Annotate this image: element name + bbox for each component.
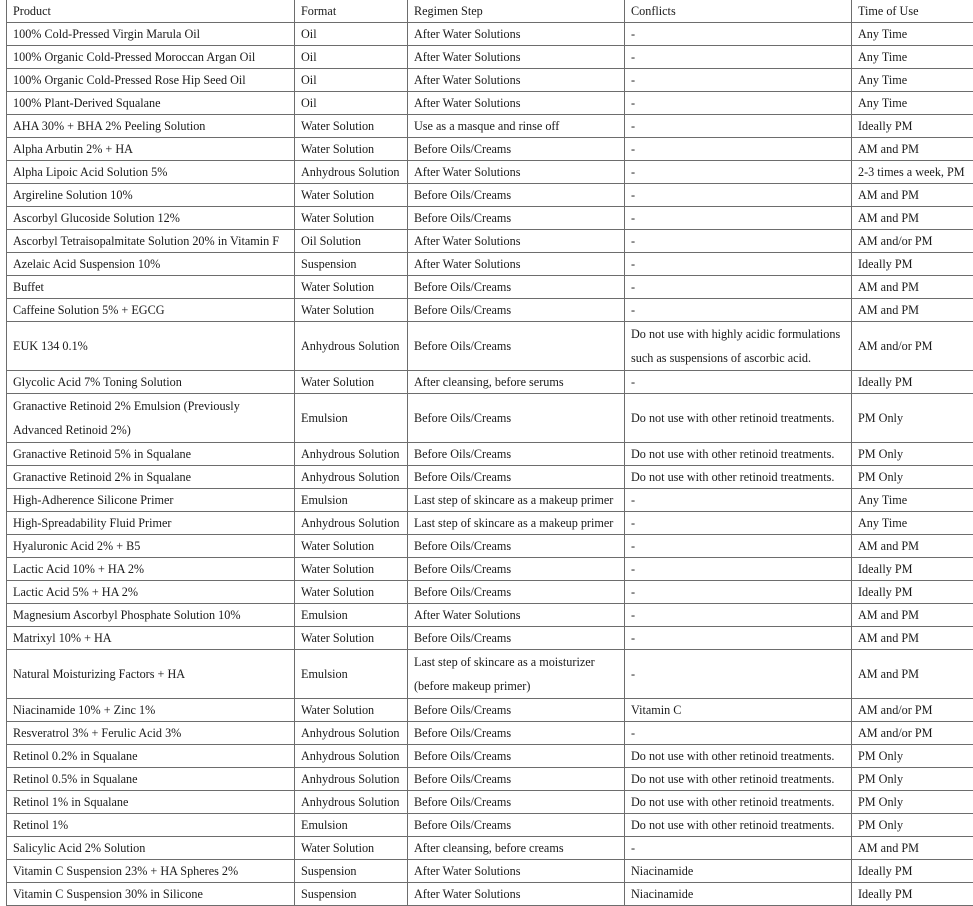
cell-format: Water Solution <box>295 837 408 860</box>
cell-regimen-step: Before Oils/Creams <box>408 207 625 230</box>
cell-format: Emulsion <box>295 650 408 699</box>
table-row <box>7 394 973 443</box>
cell-product: Argireline Solution 10% <box>7 184 295 207</box>
cell-regimen-step: After cleansing, before serums <box>408 371 625 394</box>
cell-time-of-use: PM Only <box>852 768 973 791</box>
table-row <box>7 768 973 791</box>
table-row <box>7 745 973 768</box>
cell-time-of-use: AM and PM <box>852 837 973 860</box>
cell-regimen-step: After Water Solutions <box>408 230 625 253</box>
cell-format: Anhydrous Solution <box>295 745 408 768</box>
cell-conflicts: - <box>625 558 852 581</box>
cell-time-of-use: Ideally PM <box>852 253 973 276</box>
table-row <box>7 371 973 394</box>
cell-conflicts: Do not use with other retinoid treatments. <box>625 745 852 768</box>
cell-product: High-Adherence Silicone Primer <box>7 489 295 512</box>
cell-regimen-step: After Water Solutions <box>408 92 625 115</box>
cell-product: Buffet <box>7 276 295 299</box>
cell-regimen-step: Before Oils/Creams <box>408 627 625 650</box>
cell-regimen-step: Before Oils/Creams <box>408 443 625 466</box>
cell-time-of-use: Any Time <box>852 489 973 512</box>
cell-time-of-use: PM Only <box>852 466 973 489</box>
table-row <box>7 92 973 115</box>
cell-time-of-use: PM Only <box>852 394 973 443</box>
cell-conflicts: - <box>625 184 852 207</box>
cell-conflicts: - <box>625 161 852 184</box>
cell-format: Anhydrous Solution <box>295 161 408 184</box>
cell-conflicts: - <box>625 581 852 604</box>
cell-regimen-step: After Water Solutions <box>408 46 625 69</box>
cell-format: Oil Solution <box>295 230 408 253</box>
cell-product: Alpha Arbutin 2% + HA <box>7 138 295 161</box>
cell-time-of-use: AM and PM <box>852 299 973 322</box>
cell-product: 100% Cold-Pressed Virgin Marula Oil <box>7 23 295 46</box>
table-row <box>7 299 973 322</box>
cell-conflicts: Niacinamide <box>625 860 852 883</box>
cell-format: Water Solution <box>295 299 408 322</box>
cell-format: Anhydrous Solution <box>295 791 408 814</box>
cell-format: Emulsion <box>295 394 408 443</box>
column-header-product: Product <box>7 0 295 23</box>
cell-regimen-step: Before Oils/Creams <box>408 791 625 814</box>
cell-regimen-step: Before Oils/Creams <box>408 322 625 371</box>
table-row <box>7 276 973 299</box>
cell-format: Suspension <box>295 860 408 883</box>
cell-conflicts: - <box>625 92 852 115</box>
cell-regimen-step: Before Oils/Creams <box>408 558 625 581</box>
cell-regimen-step: Last step of skincare as a makeup primer <box>408 512 625 535</box>
cell-time-of-use: AM and/or PM <box>852 722 973 745</box>
cell-product-line: Advanced Retinoid 2%) <box>13 418 288 442</box>
cell-time-of-use: AM and PM <box>852 650 973 699</box>
cell-conflicts: - <box>625 115 852 138</box>
cell-regimen-step: After Water Solutions <box>408 69 625 92</box>
column-header-format: Format <box>295 0 408 23</box>
cell-format: Anhydrous Solution <box>295 443 408 466</box>
cell-time-of-use: Any Time <box>852 512 973 535</box>
table-row <box>7 253 973 276</box>
cell-time-of-use: AM and PM <box>852 535 973 558</box>
cell-format: Water Solution <box>295 184 408 207</box>
cell-regimen-step: After Water Solutions <box>408 253 625 276</box>
cell-regimen-step <box>408 650 625 699</box>
cell-format: Anhydrous Solution <box>295 322 408 371</box>
cell-regimen-step: After Water Solutions <box>408 883 625 906</box>
cell-conflicts: - <box>625 46 852 69</box>
cell-time-of-use: PM Only <box>852 814 973 837</box>
cell-format: Water Solution <box>295 558 408 581</box>
cell-regimen-step: After cleansing, before creams <box>408 837 625 860</box>
cell-regimen-step: Before Oils/Creams <box>408 745 625 768</box>
cell-time-of-use: Ideally PM <box>852 860 973 883</box>
cell-conflicts: - <box>625 627 852 650</box>
cell-format: Water Solution <box>295 276 408 299</box>
cell-product: Magnesium Ascorbyl Phosphate Solution 10% <box>7 604 295 627</box>
cell-regimen-step: After Water Solutions <box>408 161 625 184</box>
table-row <box>7 581 973 604</box>
table-row <box>7 46 973 69</box>
cell-regimen-step: After Water Solutions <box>408 604 625 627</box>
cell-regimen-step: Before Oils/Creams <box>408 394 625 443</box>
cell-product: Granactive Retinoid 2% in Squalane <box>7 466 295 489</box>
cell-time-of-use: Ideally PM <box>852 558 973 581</box>
cell-format: Water Solution <box>295 371 408 394</box>
cell-time-of-use: AM and PM <box>852 207 973 230</box>
cell-format: Water Solution <box>295 207 408 230</box>
cell-conflicts: - <box>625 604 852 627</box>
table-row <box>7 627 973 650</box>
cell-format: Water Solution <box>295 699 408 722</box>
cell-product: Caffeine Solution 5% + EGCG <box>7 299 295 322</box>
cell-time-of-use: AM and PM <box>852 627 973 650</box>
cell-conflicts: Do not use with other retinoid treatments. <box>625 814 852 837</box>
cell-format: Anhydrous Solution <box>295 722 408 745</box>
cell-product: Azelaic Acid Suspension 10% <box>7 253 295 276</box>
cell-conflicts: - <box>625 535 852 558</box>
cell-format: Emulsion <box>295 814 408 837</box>
cell-format: Water Solution <box>295 627 408 650</box>
cell-conflicts: - <box>625 23 852 46</box>
cell-product <box>7 394 295 443</box>
cell-regimen-step: After Water Solutions <box>408 860 625 883</box>
cell-product: High-Spreadability Fluid Primer <box>7 512 295 535</box>
cell-regimen-step: Use as a masque and rinse off <box>408 115 625 138</box>
cell-time-of-use: AM and PM <box>852 604 973 627</box>
regimen-table <box>6 0 973 906</box>
table-row <box>7 650 973 699</box>
table-row <box>7 184 973 207</box>
cell-product: Matrixyl 10% + HA <box>7 627 295 650</box>
cell-format: Water Solution <box>295 115 408 138</box>
cell-conflicts: - <box>625 512 852 535</box>
cell-conflicts: - <box>625 299 852 322</box>
table-row <box>7 604 973 627</box>
cell-format: Anhydrous Solution <box>295 512 408 535</box>
cell-conflicts: - <box>625 489 852 512</box>
cell-product: Hyaluronic Acid 2% + B5 <box>7 535 295 558</box>
cell-time-of-use: Any Time <box>852 46 973 69</box>
cell-time-of-use: Ideally PM <box>852 115 973 138</box>
table-row <box>7 115 973 138</box>
cell-regimen-step: Last step of skincare as a makeup primer <box>408 489 625 512</box>
cell-format: Oil <box>295 46 408 69</box>
cell-conflicts: - <box>625 276 852 299</box>
cell-product: Natural Moisturizing Factors + HA <box>7 650 295 699</box>
table-row <box>7 443 973 466</box>
cell-conflicts: Niacinamide <box>625 883 852 906</box>
cell-regimen-step-line: Last step of skincare as a moisturizer <box>414 650 618 674</box>
cell-regimen-step: Before Oils/Creams <box>408 138 625 161</box>
cell-product: Lactic Acid 10% + HA 2% <box>7 558 295 581</box>
cell-regimen-step: Before Oils/Creams <box>408 299 625 322</box>
table-row <box>7 883 973 906</box>
cell-format: Water Solution <box>295 581 408 604</box>
table-row <box>7 512 973 535</box>
cell-regimen-step: Before Oils/Creams <box>408 699 625 722</box>
cell-conflicts: Do not use with other retinoid treatments. <box>625 768 852 791</box>
cell-product: Retinol 0.2% in Squalane <box>7 745 295 768</box>
cell-time-of-use: Any Time <box>852 23 973 46</box>
cell-format: Suspension <box>295 883 408 906</box>
table-row <box>7 489 973 512</box>
cell-conflicts: - <box>625 371 852 394</box>
cell-product: Alpha Lipoic Acid Solution 5% <box>7 161 295 184</box>
table-row <box>7 837 973 860</box>
cell-regimen-step: Before Oils/Creams <box>408 581 625 604</box>
cell-conflicts: Do not use with other retinoid treatments. <box>625 443 852 466</box>
cell-product: Ascorbyl Tetraisopalmitate Solution 20% in Vitamin F <box>7 230 295 253</box>
cell-conflicts: Do not use with other retinoid treatments. <box>625 466 852 489</box>
cell-conflicts: - <box>625 207 852 230</box>
table-row <box>7 138 973 161</box>
cell-product: Ascorbyl Glucoside Solution 12% <box>7 207 295 230</box>
cell-format: Suspension <box>295 253 408 276</box>
table-row <box>7 161 973 184</box>
cell-conflicts: - <box>625 253 852 276</box>
table-row <box>7 207 973 230</box>
table-row <box>7 722 973 745</box>
cell-product: Lactic Acid 5% + HA 2% <box>7 581 295 604</box>
table-row <box>7 558 973 581</box>
cell-product: Granactive Retinoid 5% in Squalane <box>7 443 295 466</box>
cell-regimen-step: Before Oils/Creams <box>408 768 625 791</box>
cell-product: Salicylic Acid 2% Solution <box>7 837 295 860</box>
cell-product: Retinol 1% in Squalane <box>7 791 295 814</box>
cell-format: Oil <box>295 23 408 46</box>
cell-format: Oil <box>295 92 408 115</box>
cell-conflicts: - <box>625 230 852 253</box>
cell-time-of-use: AM and/or PM <box>852 322 973 371</box>
cell-regimen-step: Before Oils/Creams <box>408 722 625 745</box>
cell-conflicts-line: such as suspensions of ascorbic acid. <box>631 346 845 370</box>
cell-format: Emulsion <box>295 604 408 627</box>
cell-regimen-step: Before Oils/Creams <box>408 466 625 489</box>
cell-format: Anhydrous Solution <box>295 768 408 791</box>
cell-conflicts: - <box>625 722 852 745</box>
cell-product: 100% Plant-Derived Squalane <box>7 92 295 115</box>
cell-conflicts: - <box>625 837 852 860</box>
cell-conflicts: - <box>625 650 852 699</box>
cell-conflicts: - <box>625 69 852 92</box>
cell-regimen-step-line: (before makeup primer) <box>414 674 618 698</box>
cell-time-of-use: PM Only <box>852 443 973 466</box>
cell-product: Retinol 1% <box>7 814 295 837</box>
cell-time-of-use: Ideally PM <box>852 581 973 604</box>
table-row <box>7 322 973 371</box>
table-row <box>7 230 973 253</box>
table-row <box>7 814 973 837</box>
table-row <box>7 466 973 489</box>
cell-product: EUK 134 0.1% <box>7 322 295 371</box>
cell-product: Vitamin C Suspension 23% + HA Spheres 2% <box>7 860 295 883</box>
column-header-time-of-use: Time of Use <box>852 0 973 23</box>
cell-time-of-use: AM and/or PM <box>852 699 973 722</box>
cell-format: Anhydrous Solution <box>295 466 408 489</box>
cell-conflicts: Do not use with other retinoid treatments. <box>625 791 852 814</box>
cell-time-of-use: PM Only <box>852 791 973 814</box>
cell-conflicts <box>625 322 852 371</box>
cell-time-of-use: PM Only <box>852 745 973 768</box>
table-body <box>7 23 973 906</box>
cell-product-line: Granactive Retinoid 2% Emulsion (Previously <box>13 394 288 418</box>
cell-product: Retinol 0.5% in Squalane <box>7 768 295 791</box>
cell-conflicts: - <box>625 138 852 161</box>
cell-regimen-step: Before Oils/Creams <box>408 535 625 558</box>
column-header-regimen-step: Regimen Step <box>408 0 625 23</box>
cell-time-of-use: AM and PM <box>852 138 973 161</box>
cell-time-of-use: AM and/or PM <box>852 230 973 253</box>
cell-format: Emulsion <box>295 489 408 512</box>
cell-format: Water Solution <box>295 535 408 558</box>
table-row <box>7 860 973 883</box>
cell-regimen-step: Before Oils/Creams <box>408 276 625 299</box>
cell-conflicts: Do not use with other retinoid treatments. <box>625 394 852 443</box>
cell-regimen-step: Before Oils/Creams <box>408 184 625 207</box>
cell-product: Resveratrol 3% + Ferulic Acid 3% <box>7 722 295 745</box>
cell-product: 100% Organic Cold-Pressed Moroccan Argan Oil <box>7 46 295 69</box>
cell-time-of-use: Ideally PM <box>852 883 973 906</box>
cell-product: Niacinamide 10% + Zinc 1% <box>7 699 295 722</box>
table-row <box>7 69 973 92</box>
table-row <box>7 23 973 46</box>
table-row <box>7 535 973 558</box>
cell-regimen-step: Before Oils/Creams <box>408 814 625 837</box>
cell-time-of-use: Ideally PM <box>852 371 973 394</box>
cell-regimen-step: After Water Solutions <box>408 23 625 46</box>
cell-format: Oil <box>295 69 408 92</box>
table-row <box>7 791 973 814</box>
table-row <box>7 699 973 722</box>
cell-product: 100% Organic Cold-Pressed Rose Hip Seed Oil <box>7 69 295 92</box>
cell-format: Water Solution <box>295 138 408 161</box>
cell-time-of-use: 2-3 times a week, PM <box>852 161 973 184</box>
cell-time-of-use: Any Time <box>852 69 973 92</box>
cell-time-of-use: AM and PM <box>852 184 973 207</box>
cell-product: Glycolic Acid 7% Toning Solution <box>7 371 295 394</box>
table-header-row <box>7 0 973 23</box>
cell-product: Vitamin C Suspension 30% in Silicone <box>7 883 295 906</box>
cell-conflicts-line: Do not use with highly acidic formulations <box>631 322 845 346</box>
cell-product: AHA 30% + BHA 2% Peeling Solution <box>7 115 295 138</box>
cell-time-of-use: Any Time <box>852 92 973 115</box>
cell-time-of-use: AM and PM <box>852 276 973 299</box>
column-header-conflicts: Conflicts <box>625 0 852 23</box>
cell-conflicts: Vitamin C <box>625 699 852 722</box>
